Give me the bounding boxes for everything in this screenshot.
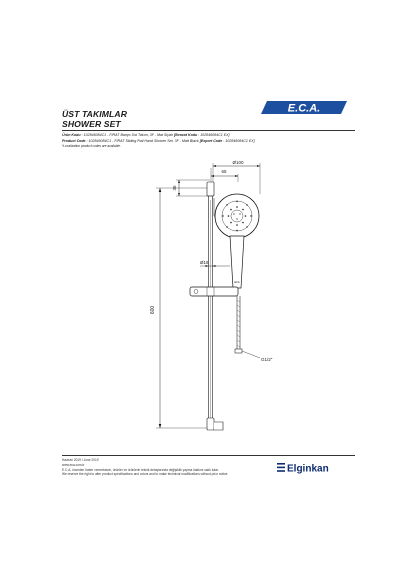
elginkan-logo-text: Elginkan: [287, 463, 329, 474]
footer-note-tr: E.C.A. önceden haber vermeksizin, ürünler ve ürünlerin teknik detaylarında değişiklik yapma hakkını saklı tutar.: [62, 468, 219, 472]
spec-en-export-label: [Export Code: [199, 139, 223, 143]
spec-tr-export-value: : 102846084C1 EX]: [198, 133, 230, 137]
dimension-g12-label: G1/2": [261, 357, 273, 362]
dimension-100-label: Ø100: [232, 160, 244, 165]
dimension-19: [200, 260, 230, 267]
spec-en-value: : 102846084C1 - FIRAT Sliding Rail Hand Shower Set, 3F - Matt Black: [86, 139, 199, 143]
spec-tr-export-label: [İhracat Kodu: [174, 133, 198, 137]
slider-holder: [190, 287, 238, 296]
spec-note: *Localization product codes are available.: [62, 144, 121, 148]
dimension-600: [150, 188, 210, 428]
dimension-65-label: 65: [221, 169, 227, 174]
hand-shower: [214, 194, 259, 288]
eca-logo-text: E.C.A.: [287, 102, 321, 115]
spec-en-export-value: : 102846084C1 EX]: [223, 139, 255, 143]
header-rule: [62, 130, 355, 131]
title-tr: ÜST TAKIMLAR: [62, 109, 128, 119]
footer-note-en: We reserve the right to alter product specifications and colors and to make technical modifications without prior notice.: [62, 472, 229, 476]
spec-tr-value: : 102846084C1 - FIRAT Banyo Üst Takım, 3F - Mat Siyah: [81, 133, 173, 137]
technical-drawing: [130, 160, 320, 435]
footer-rule: [62, 455, 355, 456]
shower-hose: [235, 296, 273, 362]
spec-tr-label: Ürün Kodu: [62, 133, 81, 137]
dimension-65: [211, 168, 238, 182]
dimension-36-label: 36: [172, 185, 177, 191]
elginkan-logo: [277, 461, 355, 479]
elginkan-mark-icon: [277, 463, 285, 472]
dimension-19-label: Ø19: [200, 260, 209, 265]
handle-mark: ECA: [234, 281, 240, 284]
shower-head: [215, 194, 259, 238]
spec-en-label: Product Code: [62, 139, 86, 143]
spec-line-en: [62, 139, 255, 143]
footer-url[interactable]: www.eca.com.tr: [62, 463, 85, 467]
dimension-100: [213, 160, 260, 194]
eca-logo: [261, 99, 357, 116]
title-en: SHOWER SET: [62, 119, 121, 129]
footer-date: Haziran 2019 / June 2019: [62, 458, 99, 462]
dimension-600-label: 600: [150, 305, 156, 315]
bottom-bracket: [214, 422, 223, 430]
slide-rail: [207, 182, 214, 430]
spec-line-tr: [62, 133, 230, 137]
